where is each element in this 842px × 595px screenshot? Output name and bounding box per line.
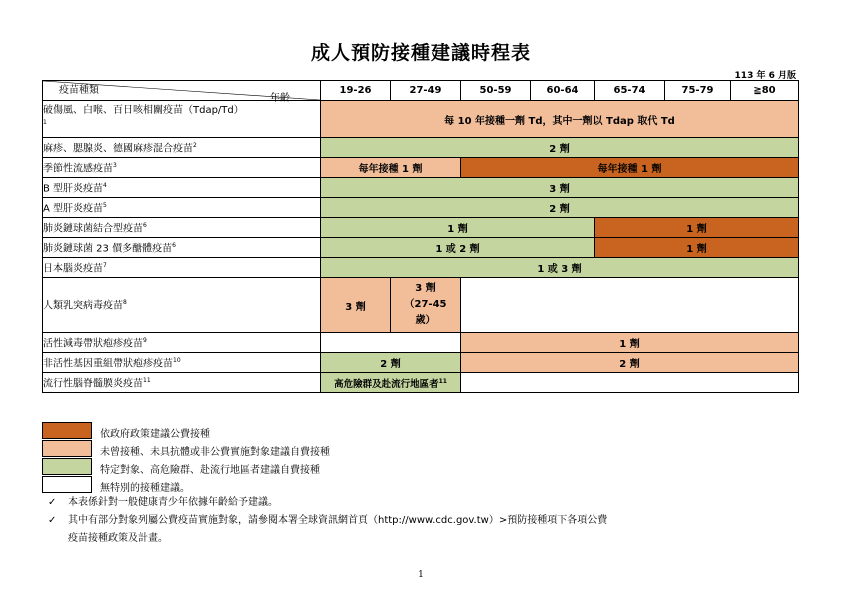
vaccine-name: 非活性基因重組帶狀疱疹疫苗 [43,358,173,370]
footnote-ref: 6 [143,221,147,229]
footnote-ref: 10 [173,356,181,364]
vaccination-schedule-table [42,80,799,393]
vaccine-name: 人類乳突病毒疫苗 [43,300,123,312]
footnote-ref: 5 [103,201,107,209]
legend-swatch-self-paid [42,440,92,457]
vaccine-name: 肺炎鏈球菌 23 價多醣體疫苗 [43,243,173,255]
footnote-ref: 8 [123,299,127,307]
legend-swatch-none [42,476,92,493]
vaccine-name-cell [43,278,321,333]
legend-text: 特定對象、高危險群、赴流行地區者建議自費接種 [100,465,320,476]
legend-swatch-public [42,422,92,439]
vaccine-name-cell [43,238,321,258]
table-header-row [43,81,799,101]
vaccine-name-cell [43,101,321,138]
header-corner-cell [43,81,321,104]
table-row [43,373,799,393]
empty-cell [461,278,799,333]
schedule-cell: 每年接種 1 劑 [461,158,799,178]
table-row [43,101,799,138]
note-item [48,494,808,512]
note-text-continued: 疫苗接種政策及計畫。 [68,533,168,544]
schedule-cell: 2 劑 [321,138,799,158]
page-number: 1 [418,570,424,580]
legend-text: 無特別的接種建議。 [100,483,190,494]
vaccine-name-cell [43,258,321,278]
hpv-age-range-text: （27-45 [404,299,447,310]
table-row [43,158,799,178]
note-item [48,512,808,548]
check-icon: ✓ [48,497,57,508]
legend-swatch-high-risk [42,458,92,475]
empty-cell [321,333,461,353]
footnote-ref: 11 [438,377,447,385]
schedule-cell: 2 劑 [321,198,799,218]
footnote-ref: 2 [193,141,197,149]
schedule-cell: 1 或 2 劑 [321,238,595,258]
vaccine-name-cell [43,178,321,198]
schedule-cell: 1 劑 [595,238,799,258]
hpv-dose-text: 3 劑 [415,283,436,294]
footnote-ref: 1 [43,119,47,127]
vaccine-name-cell [43,158,321,178]
schedule-cell: 3 劑 [321,278,391,333]
check-icon: ✓ [48,515,57,526]
footnote-ref: 4 [103,181,107,189]
vaccine-name-cell [43,218,321,238]
table-row [43,353,799,373]
table-row [43,218,799,238]
vaccine-name: 季節性流感疫苗 [43,163,113,175]
schedule-cell: 1 或 3 劑 [321,258,799,278]
note-text: 本表係針對一般健康青少年依據年齡給予建議。 [68,497,278,508]
vaccine-name: 活性減毒帶狀疱疹疫苗 [43,338,143,350]
vaccine-name-cell [43,353,321,373]
age-header: 60-64 [531,81,595,101]
vaccine-axis-label: 疫苗種類 [59,85,99,96]
legend-text: 依政府政策建議公費接種 [100,429,210,440]
schedule-cell: 2 劑 [461,353,799,373]
footnote-ref: 6 [172,241,176,249]
vaccine-name: 肺炎鏈球菌結合型疫苗 [43,223,143,235]
vaccine-name: B 型肝炎疫苗 [43,183,104,195]
notes [48,494,808,548]
empty-cell [461,373,799,393]
age-header: ≧80 [731,81,799,101]
age-header: 75-79 [665,81,731,101]
footnote-ref: 11 [143,376,151,384]
table-row [43,333,799,353]
schedule-cell: 1 劑 [461,333,799,353]
schedule-cell [391,278,461,333]
footnote-ref: 3 [113,161,117,169]
age-axis-label: 年齡 [270,93,290,104]
age-header: 27-49 [391,81,461,101]
vaccine-name: 日本腦炎疫苗 [43,263,103,275]
age-header: 19-26 [321,81,391,101]
schedule-text: 高危險群及赴流行地區者 [334,378,439,390]
schedule-cell: 每 10 年接種一劑 Td，其中一劑以 Tdap 取代 Td [321,101,799,138]
schedule-cell: 2 劑 [321,353,461,373]
footnote-ref: 7 [103,261,107,269]
vaccine-name-cell [43,333,321,353]
vaccine-name-cell [43,198,321,218]
table-row [43,198,799,218]
hpv-age-unit-text: 歲） [415,315,436,326]
vaccine-name-cell [43,373,321,393]
table-row [43,278,799,333]
age-header: 50-59 [461,81,531,101]
schedule-cell: 3 劑 [321,178,799,198]
schedule-cell [321,373,461,393]
vaccine-name: A 型肝炎疫苗 [43,203,104,215]
table-row [43,258,799,278]
vaccine-name: 破傷風、白喉、百日咳相關疫苗（Tdap/Td） [43,105,244,117]
table-row [43,178,799,198]
age-header: 65-74 [595,81,665,101]
footnote-ref: 9 [143,336,147,344]
version-label: 113 年 6 月版 [734,71,796,81]
vaccine-name-cell [43,138,321,158]
table-row [43,238,799,258]
table-row [43,138,799,158]
vaccine-name: 流行性腦脊髓膜炎疫苗 [43,378,143,390]
page-title: 成人預防接種建議時程表 [310,42,531,64]
legend-text: 未曾接種、未具抗體或非公費實施對象建議自費接種 [100,447,330,458]
schedule-cell: 1 劑 [321,218,595,238]
vaccine-name: 麻疹、腮腺炎、德國麻疹混合疫苗 [43,143,193,155]
schedule-cell: 1 劑 [595,218,799,238]
note-text: 其中有部分對象列屬公費疫苗實施對象，請參閱本署全球資訊網首頁（http://www.cdc.gov.tw）>預防接種項下各項公費 [68,515,608,526]
schedule-cell: 每年接種 1 劑 [321,158,461,178]
